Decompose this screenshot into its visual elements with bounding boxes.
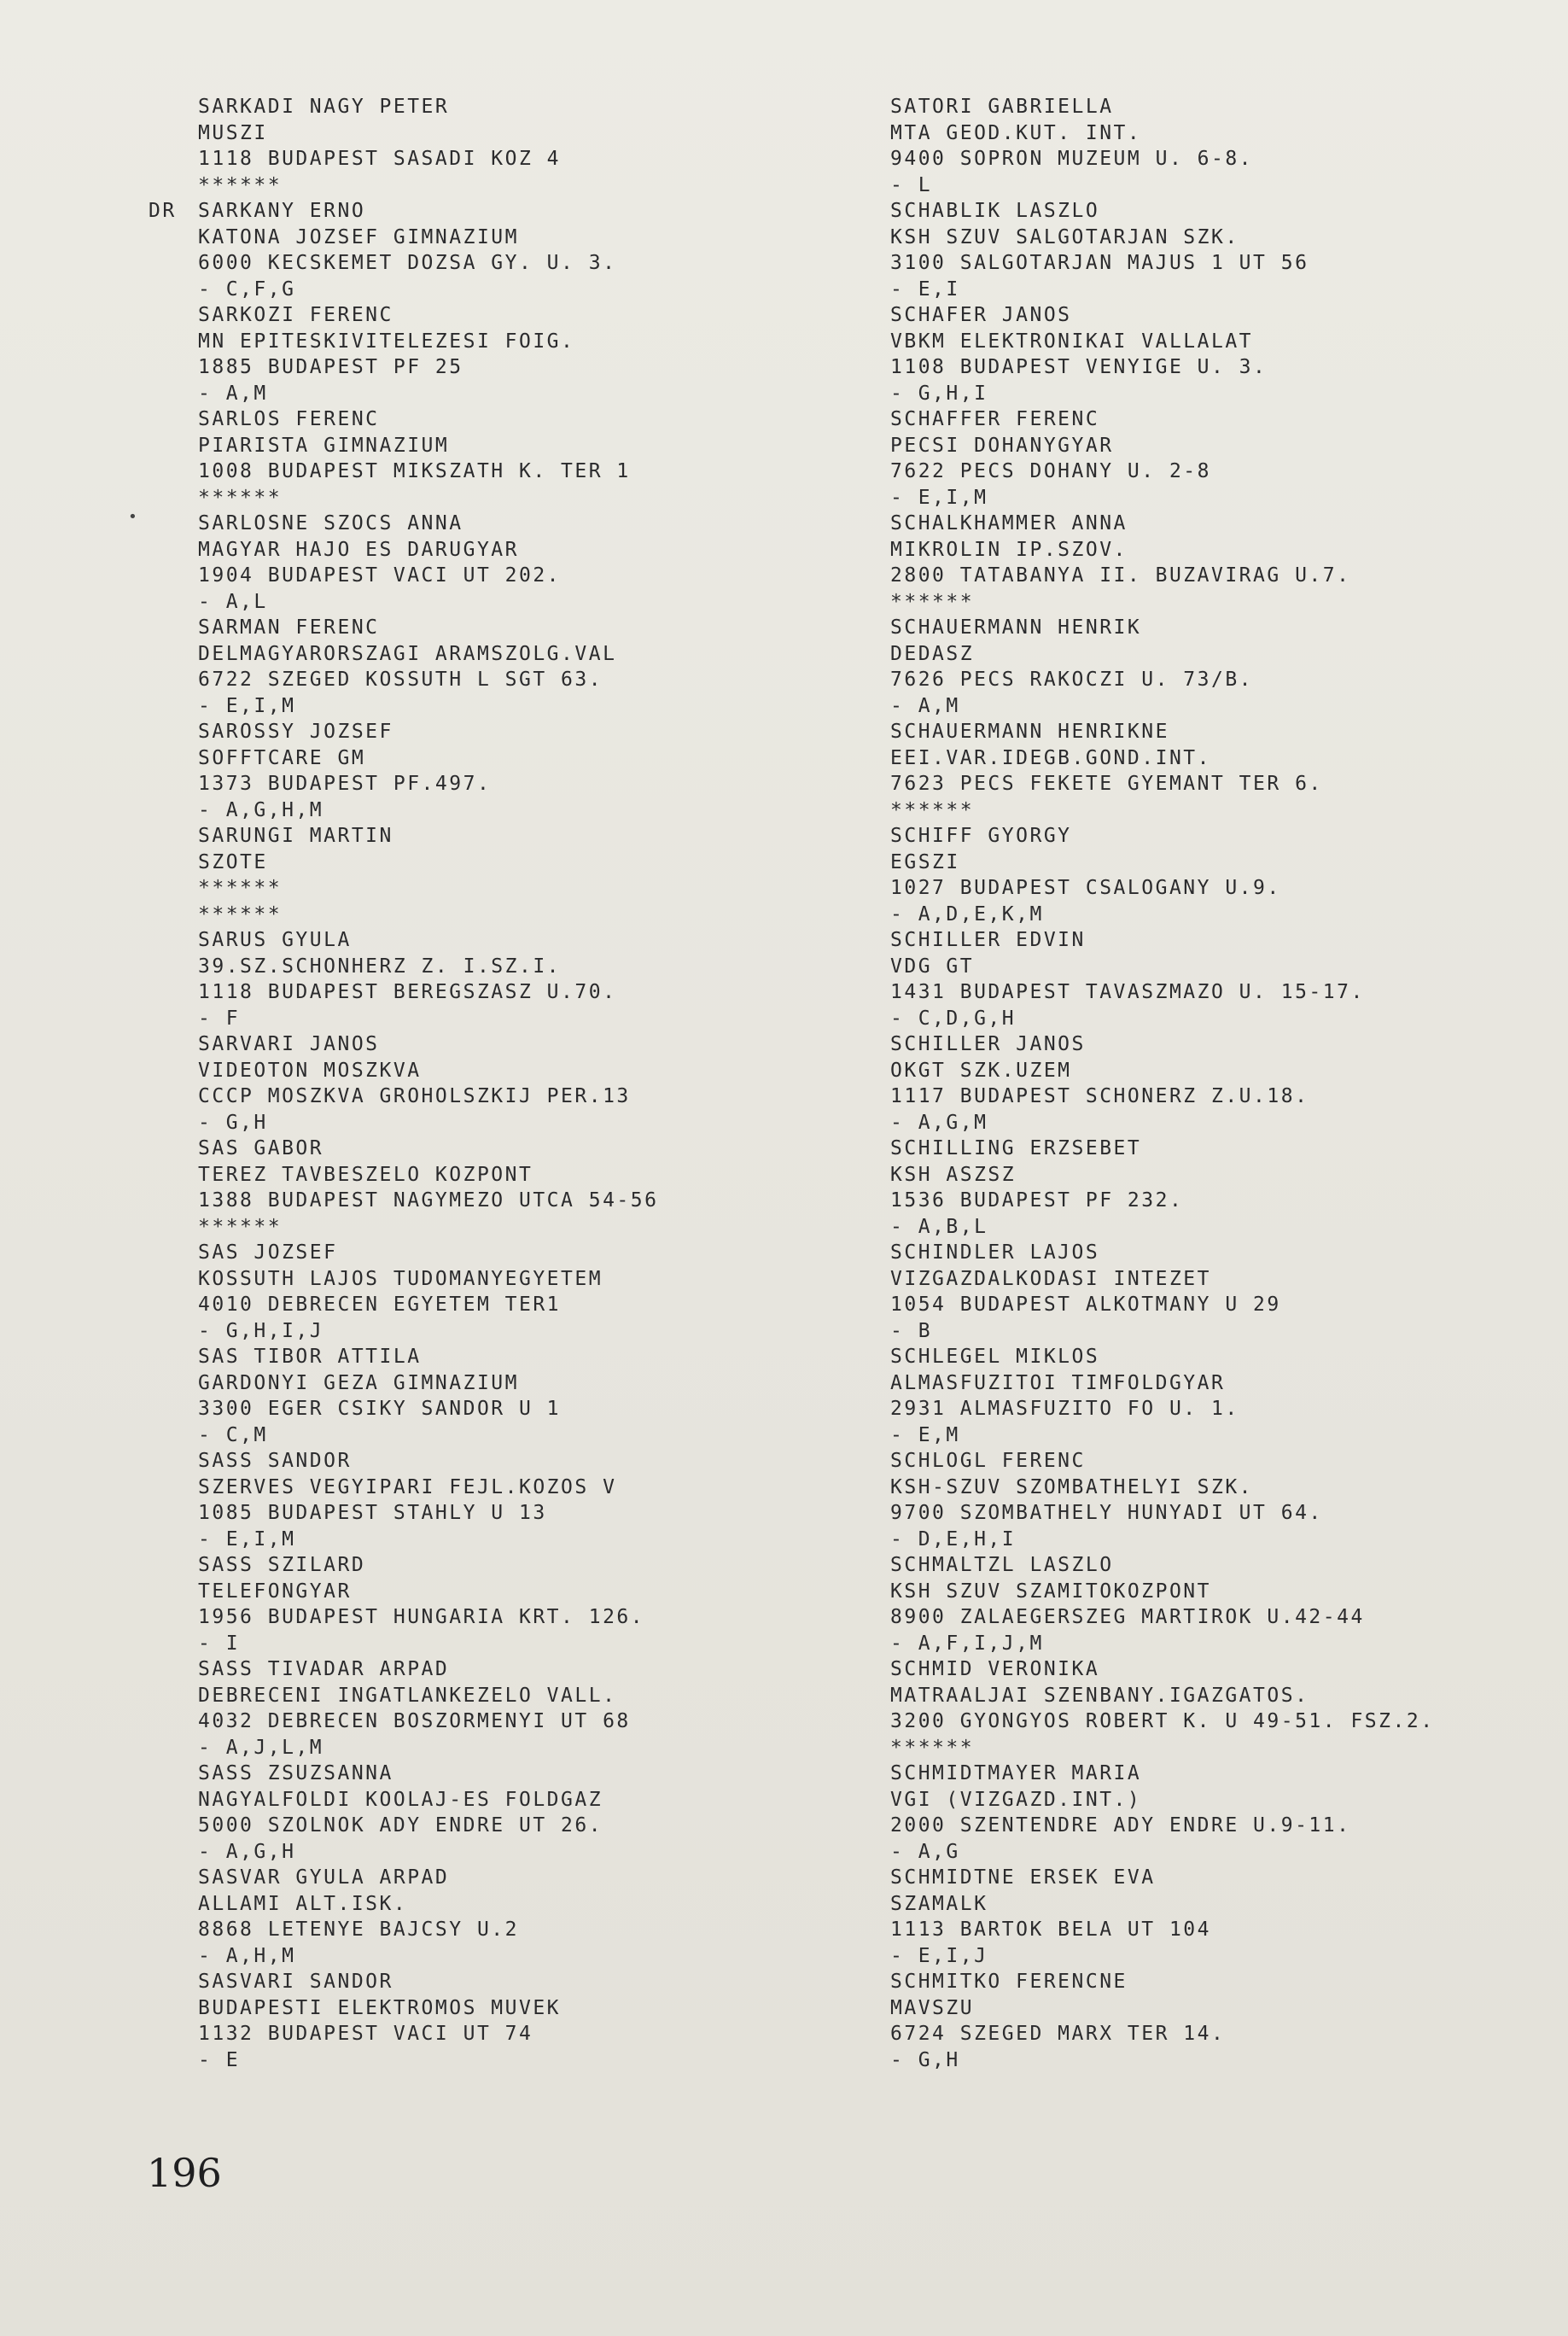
entry-address: 8868 LETENYE BAJCSY U.2 — [198, 1918, 519, 1941]
entry-address: 1132 BUDAPEST VACI UT 74 — [198, 2023, 533, 2045]
page-number: 196 — [147, 2150, 222, 2196]
entry-address: 1373 BUDAPEST PF.497. — [198, 773, 492, 795]
entry-codes: - L — [890, 173, 933, 196]
entry-name: SARKADI NAGY PETER — [198, 96, 450, 118]
directory-entry — [890, 406, 1539, 511]
entry-codes: - E,I — [890, 277, 960, 301]
directory-entry — [198, 1552, 778, 1656]
entry-name: SARKOZI FERENC — [198, 304, 393, 326]
entry-address: 1904 BUDAPEST VACI UT 202. — [198, 564, 562, 587]
entry-codes: ****** — [890, 798, 975, 821]
entry-name: SASS TIVADAR ARPAD — [198, 1658, 450, 1680]
entry-codes: - A,F,I,J,M — [890, 1632, 1044, 1655]
entry-address: 1008 BUDAPEST MIKSZATH K. TER 1 — [198, 460, 631, 482]
directory-entry — [890, 1761, 1539, 1865]
entry-name: SAS GABOR — [198, 1137, 324, 1159]
entry-address: 3100 SALGOTARJAN MAJUS 1 UT 56 — [890, 252, 1309, 274]
entry-codes: - F — [198, 1007, 241, 1030]
entry-codes: - A,H,M — [198, 1944, 296, 1967]
margin-mark: • — [128, 508, 137, 526]
entry-organization: MUSZI — [198, 121, 268, 144]
entry-codes: - E — [198, 2048, 241, 2071]
entry-organization: SZERVES VEGYIPARI FEJL.KOZOS V — [198, 1475, 617, 1498]
directory-entry — [198, 1031, 778, 1136]
entry-address: 6000 KECSKEMET DOZSA GY. U. 3. — [198, 252, 617, 274]
entry-name: SCHLOGL FERENC — [890, 1450, 1086, 1472]
entry-address: 1108 BUDAPEST VENYIGE U. 3. — [890, 356, 1268, 378]
entry-organization: EGSZI — [890, 850, 960, 873]
directory-entry — [890, 1552, 1539, 1656]
entry-name: SCHMITKO FERENCNE — [890, 1971, 1128, 1993]
entry-organization: KSH ASZSZ — [890, 1163, 1017, 1186]
entry-codes: - A,B,L — [890, 1215, 988, 1238]
entry-organization: NAGYALFOLDI KOOLAJ-ES FOLDGAZ — [198, 1788, 603, 1811]
entry-codes: - A,G,H — [198, 1840, 296, 1863]
directory-entry — [890, 198, 1539, 302]
entry-codes: - E,I,M — [890, 486, 988, 509]
entry-name: SCHAFER JANOS — [890, 304, 1072, 326]
entry-codes: - A,M — [890, 694, 960, 717]
entry-name: SCHILLER EDVIN — [890, 929, 1086, 951]
directory-entry — [198, 1448, 778, 1552]
entry-name: SASVARI SANDOR — [198, 1971, 393, 1993]
entry-organization: PIARISTA GIMNAZIUM — [198, 434, 450, 457]
entry-organization: MN EPITESKIVITELEZESI FOIG. — [198, 330, 575, 353]
entry-organization: VIDEOTON MOSZKVA — [198, 1059, 422, 1082]
entry-address: 7626 PECS RAKOCZI U. 73/B. — [890, 669, 1254, 691]
entry-address: 7623 PECS FEKETE GYEMANT TER 6. — [890, 773, 1323, 795]
entry-name: SARLOS FERENC — [198, 408, 380, 430]
entry-codes: - E,M — [890, 1423, 960, 1446]
entry-codes: - B — [890, 1319, 933, 1342]
entry-name: SASS SZILARD — [198, 1554, 366, 1576]
entry-organization: VGI (VIZGAZD.INT.) — [890, 1788, 1142, 1811]
entry-address: 8900 ZALAEGERSZEG MARTIROK U.42-44 — [890, 1606, 1365, 1628]
entry-codes: - A,G,H,M — [198, 798, 324, 821]
entry-codes: - E,I,M — [198, 1527, 296, 1551]
directory-entry — [198, 1136, 778, 1240]
entry-codes: - E,I,J — [890, 1944, 988, 1967]
directory-entry — [149, 198, 778, 302]
entry-organization: MIKROLIN IP.SZOV. — [890, 538, 1128, 561]
entry-address: 3200 GYONGYOS ROBERT K. U 49-51. FSZ.2. — [890, 1710, 1435, 1732]
entry-name: SCHAUERMANN HENRIK — [890, 616, 1142, 639]
entry-organization: KSH-SZUV SZOMBATHELYI SZK. — [890, 1475, 1254, 1498]
entry-codes: ****** — [198, 1215, 283, 1238]
entry-organization: EEI.VAR.IDEGB.GOND.INT. — [890, 746, 1211, 769]
entry-name: SAS JOZSEF — [198, 1241, 338, 1264]
directory-entry — [890, 94, 1539, 198]
directory-entry — [890, 927, 1539, 1031]
entry-address: 1956 BUDAPEST HUNGARIA KRT. 126. — [198, 1606, 645, 1628]
entry-name: SASS ZSUZSANNA — [198, 1762, 393, 1784]
entry-address: 1054 BUDAPEST ALKOTMANY U 29 — [890, 1294, 1281, 1316]
directory-entry — [890, 1865, 1539, 1969]
entry-name: SCHAFFER FERENC — [890, 408, 1100, 430]
entry-codes: - A,M — [198, 382, 268, 405]
entry-address: CCCP MOSZKVA GROHOLSZKIJ PER.13 — [198, 1085, 631, 1107]
entry-name: SCHINDLER LAJOS — [890, 1241, 1100, 1264]
directory-entry — [890, 823, 1539, 927]
entry-organization: TELEFONGYAR — [198, 1580, 352, 1603]
entry-organization: SZOTE — [198, 850, 268, 873]
entry-codes: ****** — [890, 590, 975, 613]
entry-organization: BUDAPESTI ELEKTROMOS MUVEK — [198, 1996, 562, 2019]
entry-name: SARKANY ERNO — [198, 200, 366, 222]
entry-organization: MTA GEOD.KUT. INT. — [890, 121, 1142, 144]
entry-name: SCHILLER JANOS — [890, 1033, 1086, 1055]
directory-entry — [198, 1240, 778, 1344]
entry-name: SCHILLING ERZSEBET — [890, 1137, 1142, 1159]
directory-entry — [890, 719, 1539, 823]
directory-entry — [890, 1031, 1539, 1136]
entry-name: SARUS GYULA — [198, 929, 352, 951]
entry-address: ****** — [198, 877, 283, 899]
directory-entry — [198, 823, 778, 927]
entry-organization: KSH SZUV SZAMITOKOZPONT — [890, 1580, 1211, 1603]
entry-organization: VDG GT — [890, 955, 975, 978]
directory-entry — [890, 1344, 1539, 1448]
entry-organization: SOFFTCARE GM — [198, 746, 366, 769]
entry-name: SAROSSY JOZSEF — [198, 721, 393, 743]
directory-entry — [890, 1136, 1539, 1240]
directory-entry — [890, 1656, 1539, 1761]
entry-address: 1118 BUDAPEST SASADI KOZ 4 — [198, 148, 562, 170]
name-title-prefix: DR — [149, 200, 177, 222]
entry-name: SAS TIBOR ATTILA — [198, 1346, 422, 1368]
left-column — [149, 94, 778, 2073]
entry-address: 1388 BUDAPEST NAGYMEZO UTCA 54-56 — [198, 1189, 659, 1212]
entry-address: 4010 DEBRECEN EGYETEM TER1 — [198, 1294, 562, 1316]
entry-codes: - A,J,L,M — [198, 1736, 324, 1759]
entry-organization: GARDONYI GEZA GIMNAZIUM — [198, 1371, 519, 1394]
entry-codes: - G,H,I,J — [198, 1319, 324, 1342]
directory-entry — [198, 1969, 778, 2073]
entry-address: 1536 BUDAPEST PF 232. — [890, 1189, 1184, 1212]
entry-organization: MAVSZU — [890, 1996, 975, 2019]
entry-codes: - E,I,M — [198, 694, 296, 717]
entry-codes: - C,M — [198, 1423, 268, 1446]
entry-organization: OKGT SZK.UZEM — [890, 1059, 1072, 1082]
entry-name: SARVARI JANOS — [198, 1033, 380, 1055]
entry-codes: ****** — [198, 902, 283, 926]
entry-name: SARMAN FERENC — [198, 616, 380, 639]
entry-address: 1885 BUDAPEST PF 25 — [198, 356, 463, 378]
entry-address: 1085 BUDAPEST STAHLY U 13 — [198, 1502, 547, 1524]
entry-organization: KOSSUTH LAJOS TUDOMANYEGYETEM — [198, 1267, 603, 1290]
entry-address: 7622 PECS DOHANY U. 2-8 — [890, 460, 1211, 482]
directory-entry — [890, 302, 1539, 406]
entry-name: SASS SANDOR — [198, 1450, 352, 1472]
directory-entry — [198, 927, 778, 1031]
entry-organization: MAGYAR HAJO ES DARUGYAR — [198, 538, 519, 561]
entry-codes: - A,L — [198, 590, 268, 613]
entry-organization: MATRAALJAI SZENBANY.IGAZGATOS. — [890, 1684, 1309, 1707]
entry-codes: - G,H — [890, 2048, 960, 2071]
entry-codes: - C,D,G,H — [890, 1007, 1017, 1030]
entry-organization: ALMASFUZITOI TIMFOLDGYAR — [890, 1371, 1226, 1394]
directory-entry — [198, 615, 778, 719]
entry-address: 3300 EGER CSIKY SANDOR U 1 — [198, 1398, 562, 1420]
directory-entry — [198, 94, 778, 198]
entry-organization: KSH SZUV SALGOTARJAN SZK. — [890, 225, 1239, 248]
entry-name: SCHIFF GYORGY — [890, 825, 1072, 847]
entry-codes: - D,E,H,I — [890, 1527, 1017, 1551]
entry-address: 1431 BUDAPEST TAVASZMAZO U. 15-17. — [890, 981, 1365, 1003]
entry-address: 2800 TATABANYA II. BUZAVIRAG U.7. — [890, 564, 1351, 587]
entry-name: SARLOSNE SZOCS ANNA — [198, 512, 463, 534]
directory-entry — [198, 1865, 778, 1969]
entry-address: 2000 SZENTENDRE ADY ENDRE U.9-11. — [890, 1814, 1351, 1837]
entry-codes: ****** — [198, 173, 283, 196]
entry-codes: - C,F,G — [198, 277, 296, 301]
directory-entry — [890, 1448, 1539, 1552]
entry-codes: - G,H,I — [890, 382, 988, 405]
entry-organization: DEDASZ — [890, 642, 975, 665]
directory-entry — [198, 1344, 778, 1448]
directory-entry — [198, 406, 778, 511]
directory-entry — [198, 719, 778, 823]
entry-organization: VBKM ELEKTRONIKAI VALLALAT — [890, 330, 1254, 353]
entry-name: SARUNGI MARTIN — [198, 825, 393, 847]
entry-organization: DELMAGYARORSZAGI ARAMSZOLG.VAL — [198, 642, 617, 665]
entry-address: 6724 SZEGED MARX TER 14. — [890, 2023, 1226, 2045]
entry-name: SASVAR GYULA ARPAD — [198, 1866, 450, 1889]
entry-codes: ****** — [198, 486, 283, 509]
entry-name: SCHAUERMANN HENRIKNE — [890, 721, 1169, 743]
entry-address: 9700 SZOMBATHELY HUNYADI UT 64. — [890, 1502, 1323, 1524]
entry-name: SCHABLIK LASZLO — [890, 200, 1100, 222]
right-column — [890, 94, 1539, 2073]
entry-address: 4032 DEBRECEN BOSZORMENYI UT 68 — [198, 1710, 631, 1732]
entry-name: SCHMIDTNE ERSEK EVA — [890, 1866, 1156, 1889]
entry-address: 1118 BUDAPEST BEREGSZASZ U.70. — [198, 981, 617, 1003]
entry-address: 1027 BUDAPEST CSALOGANY U.9. — [890, 877, 1281, 899]
entry-organization: 39.SZ.SCHONHERZ Z. I.SZ.I. — [198, 955, 562, 978]
entry-codes: - A,D,E,K,M — [890, 902, 1044, 926]
entry-codes: - I — [198, 1632, 241, 1655]
entry-codes: - A,G — [890, 1840, 960, 1863]
entry-codes: - G,H — [198, 1111, 268, 1134]
entry-organization: DEBRECENI INGATLANKEZELO VALL. — [198, 1684, 617, 1707]
directory-entry — [890, 1969, 1539, 2073]
entry-codes: - A,G,M — [890, 1111, 988, 1134]
entry-organization: TEREZ TAVBESZELO KOZPONT — [198, 1163, 533, 1186]
entry-address: 9400 SOPRON MUZEUM U. 6-8. — [890, 148, 1254, 170]
entry-organization: VIZGAZDALKODASI INTEZET — [890, 1267, 1211, 1290]
directory-entry — [198, 511, 778, 615]
entry-name: SCHMIDTMAYER MARIA — [890, 1762, 1142, 1784]
entry-name: SCHLEGEL MIKLOS — [890, 1346, 1100, 1368]
entry-name: SCHMALTZL LASZLO — [890, 1554, 1114, 1576]
entry-name: SATORI GABRIELLA — [890, 96, 1114, 118]
directory-entry — [198, 1656, 778, 1761]
directory-entry — [198, 302, 778, 406]
directory-entry — [890, 511, 1539, 615]
entry-address: 6722 SZEGED KOSSUTH L SGT 63. — [198, 669, 603, 691]
entry-organization: SZAMALK — [890, 1892, 988, 1915]
entry-codes: ****** — [890, 1736, 975, 1759]
entry-address: 1113 BARTOK BELA UT 104 — [890, 1918, 1211, 1941]
entry-organization: PECSI DOHANYGYAR — [890, 434, 1114, 457]
directory-entry — [890, 1240, 1539, 1344]
entry-name: SCHMID VERONIKA — [890, 1658, 1100, 1680]
entry-address: 1117 BUDAPEST SCHONERZ Z.U.18. — [890, 1085, 1309, 1107]
entry-name: SCHALKHAMMER ANNA — [890, 512, 1128, 534]
entry-organization: KATONA JOZSEF GIMNAZIUM — [198, 225, 519, 248]
entry-organization: ALLAMI ALT.ISK. — [198, 1892, 408, 1915]
entry-address: 5000 SZOLNOK ADY ENDRE UT 26. — [198, 1814, 603, 1837]
directory-entry — [198, 1761, 778, 1865]
directory-entry — [890, 615, 1539, 719]
entry-address: 2931 ALMASFUZITO FO U. 1. — [890, 1398, 1239, 1420]
